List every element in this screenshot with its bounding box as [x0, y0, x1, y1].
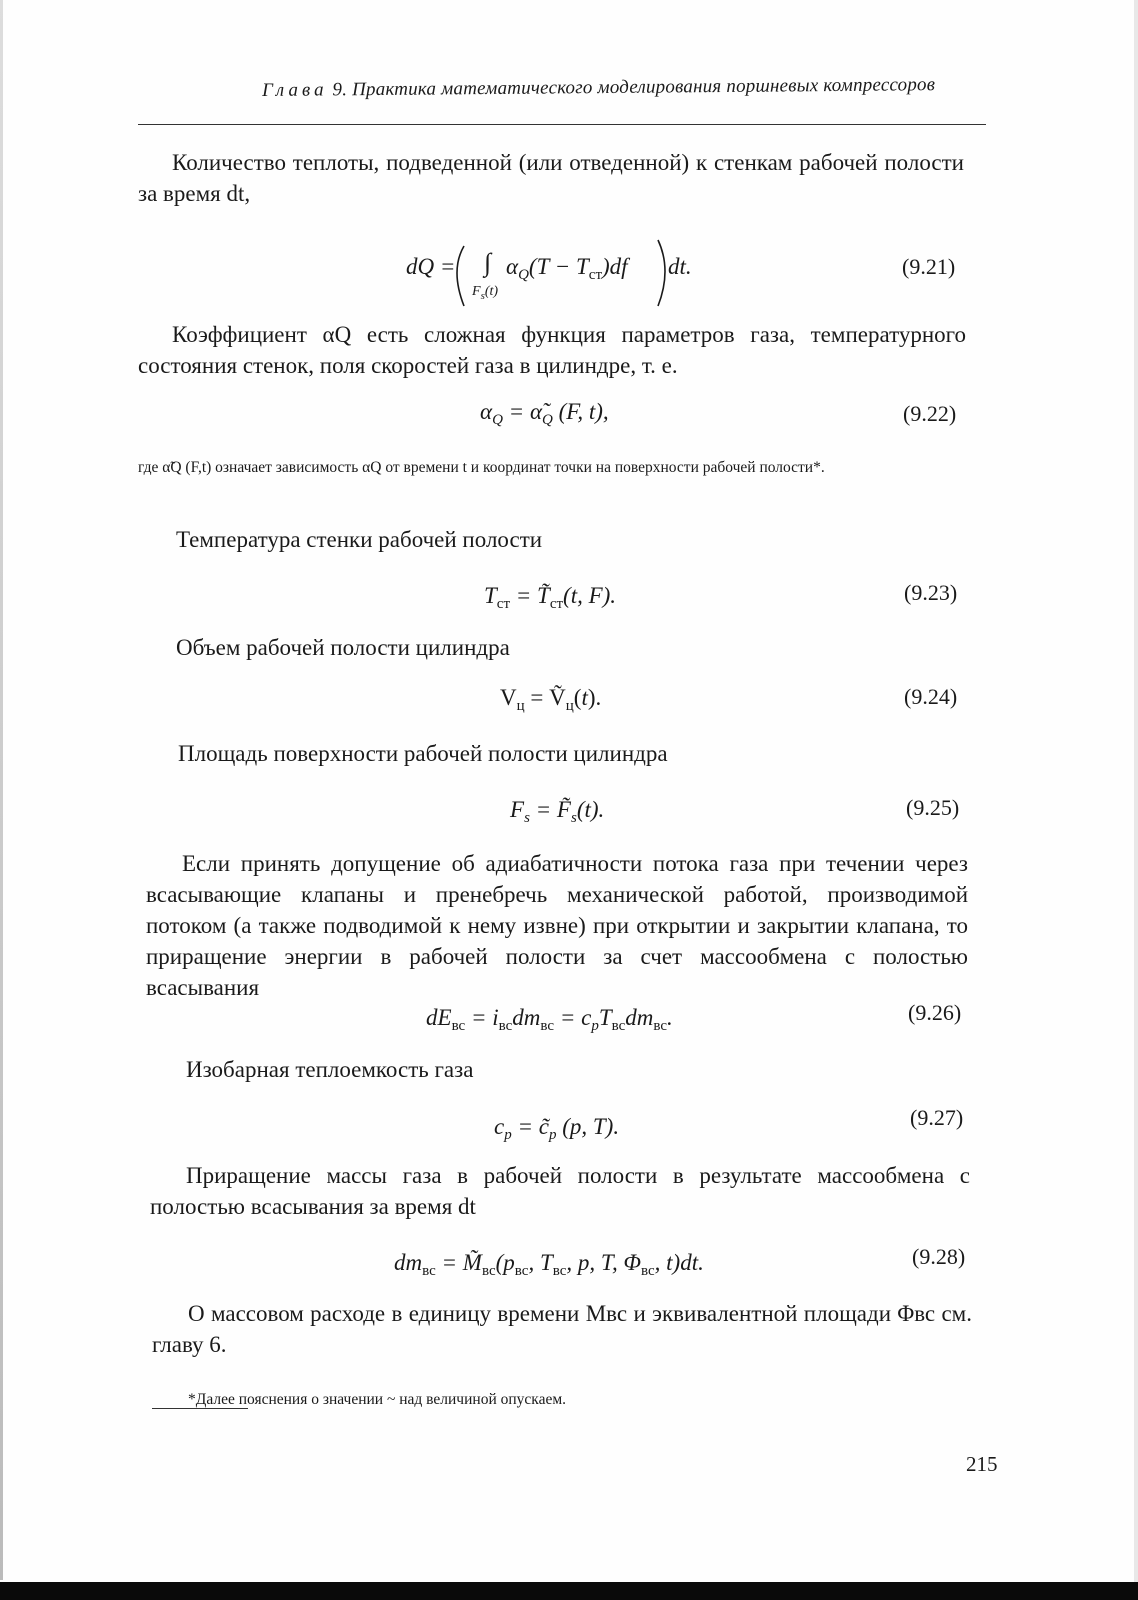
paragraph-mass-increment: Приращение массы газа в рабочей полости в результате массообмена с полостью всасывания за время dt: [150, 1163, 970, 1219]
equation-number-9-27: (9.27): [910, 1105, 964, 1130]
paragraph-heat-quantity: Количество теплоты, подведенной (или отведенной) к стенкам рабочей полости за время dt,: [138, 150, 964, 206]
equation-number-9-23: (9.23): [904, 580, 958, 605]
paragraph-wall-temperature: Температура стенки рабочей полости: [176, 527, 543, 552]
header-rule: [138, 124, 986, 125]
scan-bottom-edge: [0, 1582, 1138, 1600]
paragraph-coefficient: Коэффициент αQ есть сложная функция параметров газа, температурного состояния стенок, поля скоростей газа в цилиндре, т. е.: [138, 322, 966, 378]
paragraph-cylinder-volume: Объем рабочей полости цилиндра: [176, 635, 510, 660]
page-right-shadow: [1134, 0, 1138, 1582]
page-number: 215: [966, 1452, 998, 1476]
equation-9-23: $T_{ст}$ = $T̃_{ст}(t$, F).: [484, 583, 617, 612]
chapter-title: 9. Практика математического моделирования поршневых компрессоров: [332, 74, 936, 101]
equation-number-9-26: (9.26): [908, 1000, 962, 1025]
equation-number-9-22: (9.22): [903, 401, 957, 426]
page-left-shadow: [0, 0, 3, 1580]
equation-9-22: $\alpha_Q$ = $\alphã_Q$ (F, t),: [480, 399, 609, 428]
equation-number-9-28: (9.28): [912, 1244, 966, 1269]
chapter-word: Глава: [262, 79, 328, 101]
paragraph-adiabatic-assumption: Если принять допущение об адиабатичности потока газа при течении через всасывающие клапаны и пренебречь механической работой, производимой потоком (а также подводимой к нему извне) при открытии и закрытии клапана, то приращение энергии в рабочей полости за счет массообмена с полостью всасывания: [146, 851, 968, 1000]
paragraph-mass-flow-reference: О массовом расходе в единицу времени Mвс и эквивалентной площади Φвс см. главу 6.: [152, 1301, 972, 1357]
equation-number-9-24: (9.24): [904, 684, 958, 709]
equation-9-26: $dE_{вс} = i_{вс}dm_{вс} = c_pT_{вс}dm_{вс}$.: [426, 1005, 673, 1034]
running-header: [262, 74, 982, 102]
paragraph-isobaric-heat: Изобарная теплоемкость газа: [186, 1057, 474, 1082]
equation-9-25: $F_s$ = $F̃_s(t)$.: [510, 797, 605, 826]
equation-number-9-21: (9.21): [902, 254, 956, 279]
equation-9-27: $c_p$ = $c̃_p$ (p, T).: [494, 1114, 620, 1143]
note-paragraph: где α̃Q (F,t) означает зависимость αQ от времени t и координат точки на поверхности рабочей полости*.: [138, 459, 825, 476]
equation-number-9-25: (9.25): [906, 795, 960, 820]
footnote: *Далее пояснения о значении ~ над величиной опускаем.: [188, 1391, 567, 1408]
equation-9-24: $V_ц$ = Ṽ$_ц$(t).: [500, 685, 602, 714]
equation-9-21: dQ = ∫ $F_s(t)$ $\alpha_Q(T - T_{ст})df$ dt.: [406, 240, 706, 310]
paragraph-cylinder-area: Площадь поверхности рабочей полости цилиндра: [178, 741, 668, 766]
equation-9-28: $dm_{вс}$ = $M̃_{вс}(p_{вс}$, $T_{вс}$, p, T, $\Phi_{вс}$, t)dt.: [394, 1250, 704, 1279]
